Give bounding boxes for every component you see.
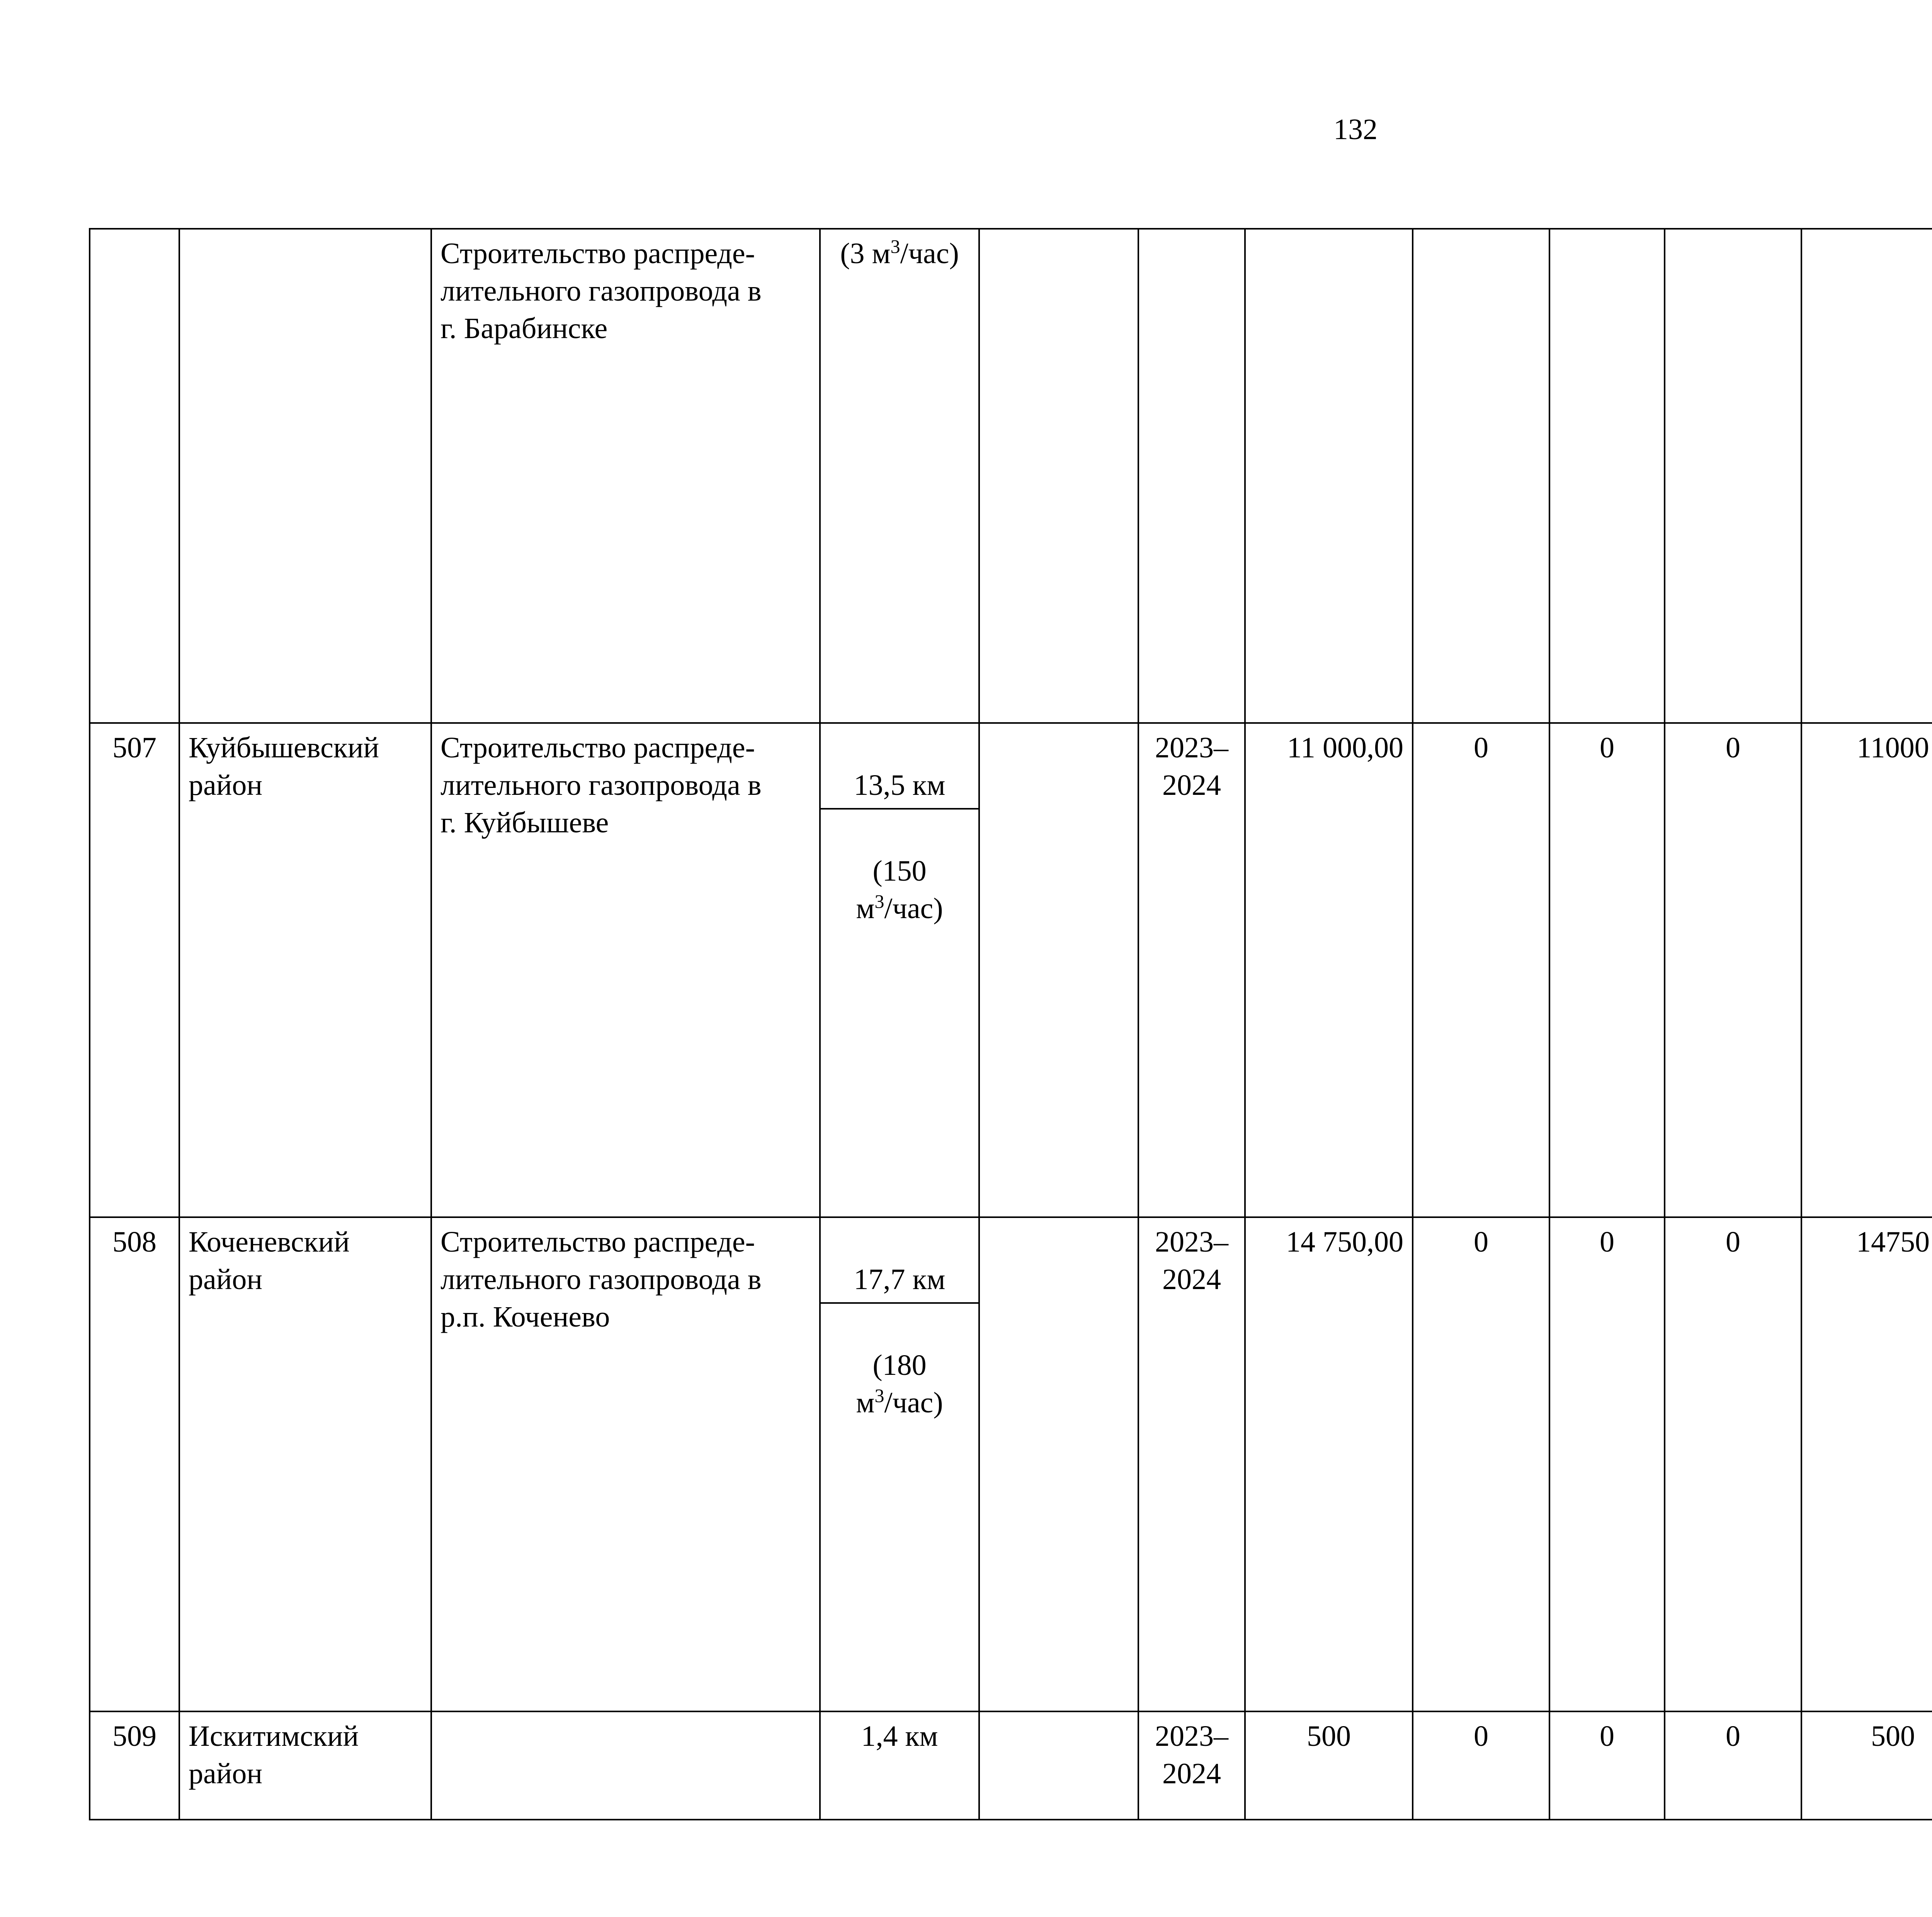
object-name: Строительство распреде- лительного газопровода в г. Куйбышеве: [431, 723, 820, 1217]
amount-3: 0: [1665, 723, 1801, 1217]
amount-2: [1549, 229, 1665, 723]
period: 2023– 2024: [1138, 1217, 1245, 1711]
district: Куйбышевский район: [179, 723, 431, 1217]
capacity-unit: /час): [900, 237, 959, 270]
capacity-sup: 3: [874, 1385, 884, 1407]
capacity-value: (3 м: [840, 237, 891, 270]
capacity-length: 1,4 км: [861, 1720, 938, 1752]
amount-3: 0: [1665, 1217, 1801, 1711]
page-number: 132: [1333, 113, 1378, 146]
capacity: [820, 723, 979, 1217]
empty-cell: [979, 1217, 1138, 1711]
row-number: 507: [90, 723, 179, 1217]
total-amount: 500: [1245, 1711, 1413, 1820]
capacity: [820, 229, 979, 723]
capacity-value: (150 м: [856, 855, 927, 925]
total-amount: [1245, 229, 1413, 723]
total-amount: 11 000,00: [1245, 723, 1413, 1217]
amount-1: [1413, 229, 1549, 723]
row-number: 509: [90, 1711, 179, 1820]
district: Коченевский район: [179, 1217, 431, 1711]
capacity-length: 13,5 км: [821, 761, 978, 810]
amount-3: 0: [1665, 1711, 1801, 1820]
capacity-value: (180 м: [856, 1349, 927, 1419]
capacity-unit: /час): [884, 1386, 943, 1419]
district: [179, 229, 431, 723]
object-name: Строительство распреде- лительного газопровода в г. Барабинске: [431, 229, 820, 723]
amount-4: 500: [1801, 1711, 1932, 1820]
table-row: [90, 229, 1932, 723]
gasification-table: [89, 228, 1932, 1820]
period: 2023– 2024: [1138, 1711, 1245, 1820]
table-row: [90, 723, 1932, 1217]
amount-2: 0: [1549, 723, 1665, 1217]
amount-3: [1665, 229, 1801, 723]
capacity: [820, 1711, 979, 1820]
total-amount: 14 750,00: [1245, 1217, 1413, 1711]
amount-1: 0: [1413, 723, 1549, 1217]
period: 2023– 2024: [1138, 723, 1245, 1217]
amount-2: 0: [1549, 1711, 1665, 1820]
amount-2: 0: [1549, 1217, 1665, 1711]
empty-cell: [979, 1711, 1138, 1820]
capacity-length: 17,7 км: [821, 1255, 978, 1304]
capacity-sup: 3: [890, 235, 900, 257]
amount-1: 0: [1413, 1217, 1549, 1711]
capacity-sup: 3: [874, 890, 884, 912]
row-number: 508: [90, 1217, 179, 1711]
empty-cell: [979, 723, 1138, 1217]
object-name: Строительство распреде- лительного газопровода в р.п. Коченево: [431, 1217, 820, 1711]
capacity-unit: /час): [884, 892, 943, 925]
period: [1138, 229, 1245, 723]
district: Искитимский район: [179, 1711, 431, 1820]
table-row: [90, 1711, 1932, 1820]
empty-cell: [979, 229, 1138, 723]
amount-4: [1801, 229, 1932, 723]
capacity: [820, 1217, 979, 1711]
amount-1: 0: [1413, 1711, 1549, 1820]
table-row: [90, 1217, 1932, 1711]
amount-4: 14750: [1801, 1217, 1932, 1711]
capacity-flow: [821, 847, 978, 927]
amount-4: 11000: [1801, 723, 1932, 1217]
row-number: [90, 229, 179, 723]
object-name: [431, 1711, 820, 1820]
capacity-flow: [821, 1341, 978, 1422]
